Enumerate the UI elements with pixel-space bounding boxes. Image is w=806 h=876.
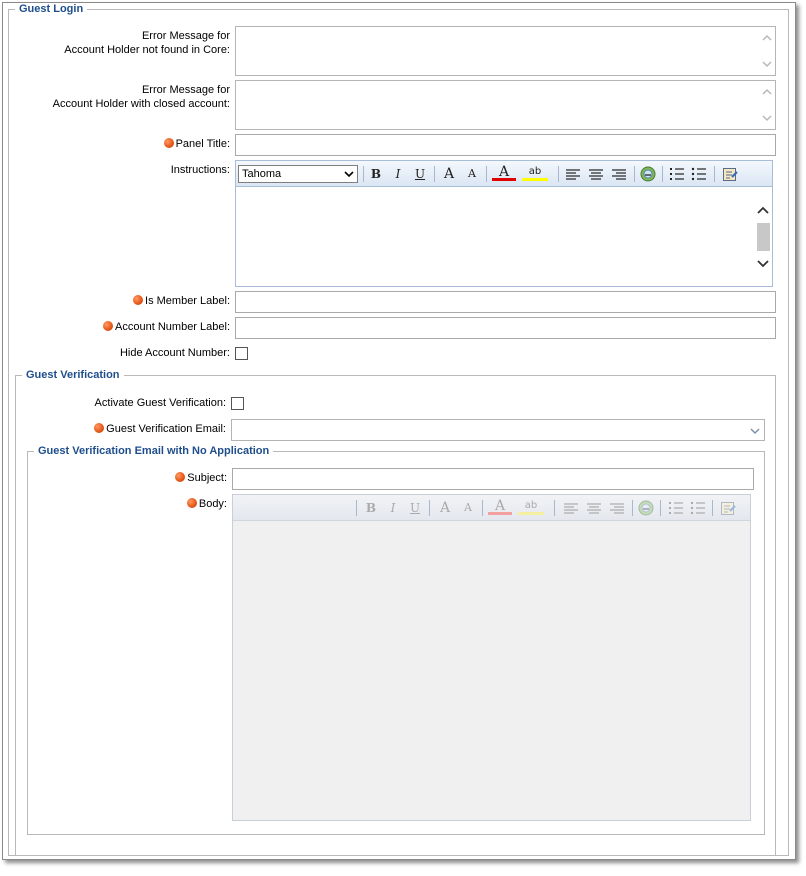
subject-label: Subject: <box>175 471 227 485</box>
shrink-font-button[interactable]: A <box>464 501 472 514</box>
required-icon <box>175 472 185 482</box>
body-editor[interactable] <box>232 494 751 821</box>
is-member-input[interactable] <box>235 291 776 313</box>
numbered-list-icon[interactable] <box>668 501 684 515</box>
instructions-editor[interactable] <box>235 160 773 287</box>
chevron-down-icon <box>344 170 354 178</box>
scroll-down-icon[interactable] <box>762 113 772 123</box>
align-right-icon[interactable] <box>611 168 627 180</box>
align-left-icon[interactable] <box>563 502 579 514</box>
scroll-thumb[interactable] <box>757 223 770 251</box>
instructions-scrollbar[interactable] <box>755 191 771 285</box>
is-member-label: Is Member Label: <box>133 294 230 308</box>
hyperlink-icon[interactable] <box>638 500 654 516</box>
scroll-down-icon[interactable] <box>762 59 772 69</box>
panel-title-label: Panel Title: <box>164 137 230 151</box>
account-number-label: Account Number Label: <box>103 320 230 334</box>
bulleted-list-icon[interactable] <box>690 501 706 515</box>
align-left-icon[interactable] <box>565 168 581 180</box>
error-not-found-textarea[interactable] <box>235 26 776 76</box>
instructions-label: Instructions: <box>170 164 230 176</box>
required-icon <box>164 138 174 148</box>
underline-button[interactable]: U <box>409 501 421 515</box>
scroll-down-icon[interactable] <box>757 259 769 269</box>
numbered-list-icon[interactable] <box>669 167 685 181</box>
font-color-button[interactable]: A <box>488 499 512 515</box>
guest-login-legend: Guest Login <box>19 3 84 15</box>
bulleted-list-icon[interactable] <box>691 167 707 181</box>
grow-font-button[interactable]: A <box>439 500 451 516</box>
scroll-up-icon[interactable] <box>762 87 772 97</box>
align-center-icon[interactable] <box>586 502 602 514</box>
activate-guest-verification-checkbox[interactable] <box>231 397 244 410</box>
activate-guest-verification-label: Activate Guest Verification: <box>94 397 226 409</box>
editor-toolbar <box>233 495 750 521</box>
editor-toolbar <box>236 161 772 187</box>
required-icon <box>187 498 197 508</box>
html-mode-icon[interactable] <box>720 500 736 516</box>
html-mode-icon[interactable] <box>722 166 738 182</box>
error-closed-textarea[interactable] <box>235 80 776 130</box>
no-application-email-legend: Guest Verification Email with No Application <box>38 445 270 457</box>
shrink-font-button[interactable]: A <box>468 167 476 180</box>
bold-button[interactable]: B <box>370 167 382 181</box>
bold-button[interactable]: B <box>365 501 377 515</box>
hide-account-number-checkbox[interactable] <box>235 347 248 360</box>
required-icon <box>103 321 113 331</box>
highlight-button[interactable]: ab <box>522 165 548 181</box>
body-label: Body: <box>187 497 227 511</box>
error-closed-label: Error Message for Account Holder with closed account: <box>52 84 230 110</box>
required-icon <box>133 295 143 305</box>
guest-verification-email-label: Guest Verification Email: <box>94 422 226 436</box>
font-select[interactable]: Tahoma <box>238 165 358 183</box>
align-right-icon[interactable] <box>609 502 625 514</box>
error-not-found-label: Error Message for Account Holder not found in Core: <box>64 30 230 56</box>
required-icon <box>94 423 104 433</box>
hide-account-number-label: Hide Account Number: <box>119 347 230 359</box>
italic-button[interactable]: I <box>395 167 401 181</box>
underline-button[interactable]: U <box>414 167 426 181</box>
account-number-input[interactable] <box>235 317 776 339</box>
guest-verification-legend: Guest Verification <box>26 369 120 381</box>
grow-font-button[interactable]: A <box>443 166 455 182</box>
scroll-up-icon[interactable] <box>762 33 772 43</box>
align-center-icon[interactable] <box>588 168 604 180</box>
font-color-button[interactable]: A <box>492 165 516 181</box>
hyperlink-icon[interactable] <box>640 166 656 182</box>
panel-title-input[interactable] <box>235 134 776 156</box>
chevron-down-icon[interactable] <box>750 427 760 435</box>
italic-button[interactable]: I <box>390 501 396 515</box>
scroll-up-icon[interactable] <box>757 205 769 215</box>
guest-verification-email-dropdown[interactable] <box>231 419 765 441</box>
highlight-button[interactable]: ab <box>518 499 544 515</box>
scrollbar[interactable] <box>759 27 775 75</box>
scrollbar[interactable] <box>759 81 775 129</box>
subject-input[interactable] <box>232 468 754 490</box>
